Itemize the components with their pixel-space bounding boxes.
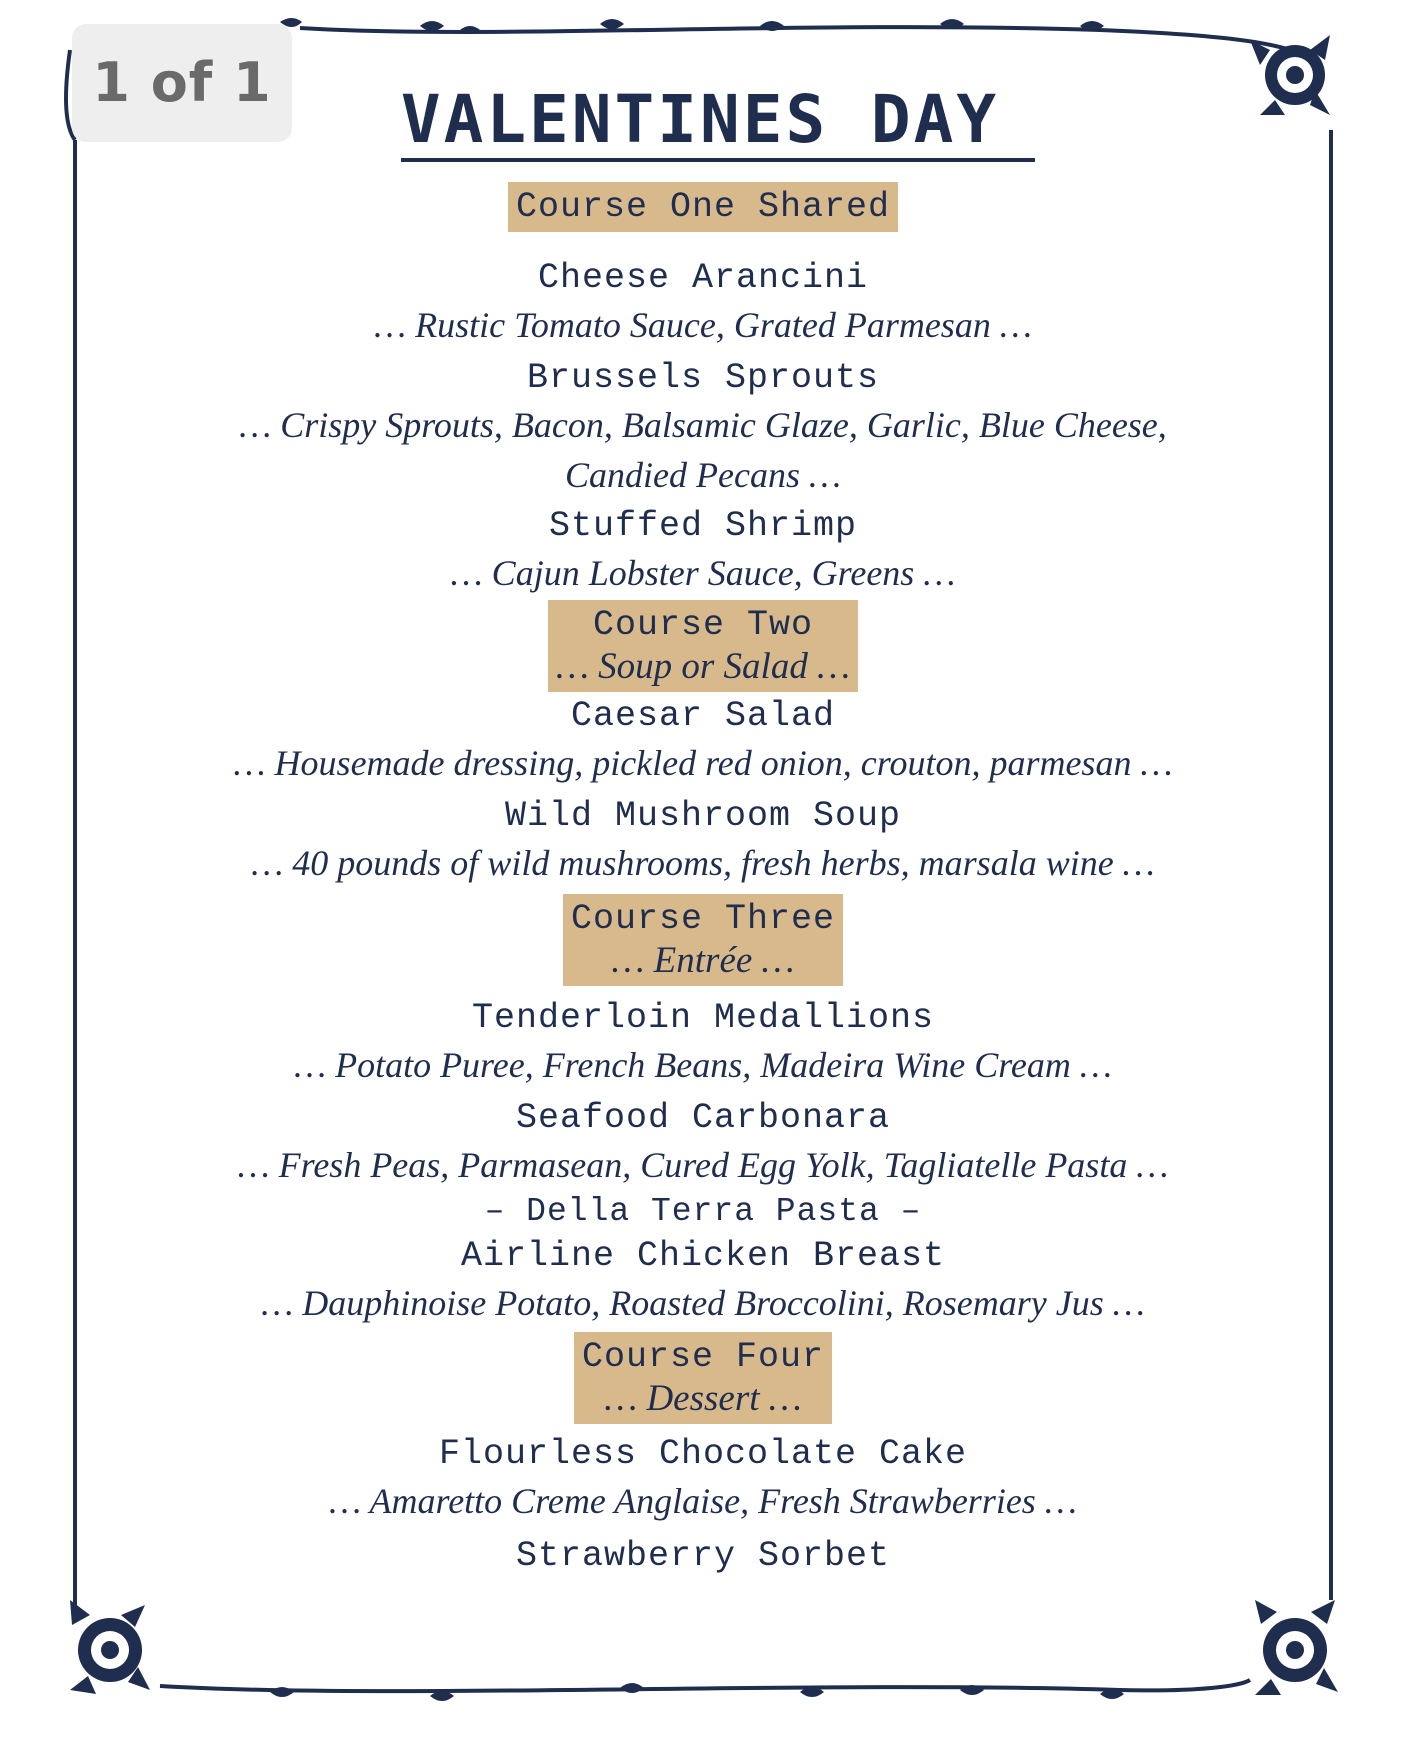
menu-item-name: Strawberry Sorbet <box>515 1536 891 1576</box>
menu-item-name: Tenderloin Medallions <box>471 998 935 1038</box>
menu-item-description: … 40 pounds of wild mushrooms, fresh herbs, marsala wine … <box>251 843 1155 883</box>
menu-item-description: … Rustic Tomato Sauce, Grated Parmesan … <box>374 305 1032 345</box>
page-counter: 1 of 1 <box>72 24 292 142</box>
menu-item-description: … Crispy Sprouts, Bacon, Balsamic Glaze, Garlic, Blue Cheese, <box>239 405 1167 445</box>
course-title: Course One Shared <box>515 187 891 227</box>
rose-corner-icon <box>70 1600 150 1694</box>
rose-corner-icon <box>1250 35 1330 115</box>
menu-title: VALENTINES DAY <box>401 82 1035 162</box>
menu-item-description: … Potato Puree, French Beans, Madeira Wine Cream … <box>294 1045 1112 1085</box>
menu-item-description: … Cajun Lobster Sauce, Greens … <box>450 553 956 593</box>
course-heading <box>508 182 898 232</box>
course-heading <box>563 894 843 986</box>
menu-item-name: Seafood Carbonara <box>515 1098 891 1138</box>
menu-content <box>150 80 1256 1578</box>
menu-item-description: … Dauphinoise Potato, Roasted Broccolini, Rosemary Jus … <box>261 1283 1145 1323</box>
course-heading <box>548 600 858 692</box>
course-title: Course Four <box>581 1337 825 1377</box>
menu-item-name: Airline Chicken Breast <box>460 1236 946 1276</box>
menu-item-name: Flourless Chocolate Cake <box>438 1434 968 1474</box>
course-heading <box>574 1332 832 1424</box>
rose-corner-icon <box>1255 1600 1338 1695</box>
course-title: Course Three <box>570 899 836 939</box>
menu-item-name: Wild Mushroom Soup <box>504 796 902 836</box>
menu-item-description: … Fresh Peas, Parmasean, Cured Egg Yolk, Tagliatelle Pasta … <box>237 1145 1169 1185</box>
menu-item-note: – Della Terra Pasta – <box>484 1193 922 1230</box>
menu-item-description: … Amaretto Creme Anglaise, Fresh Strawberries … <box>329 1481 1077 1521</box>
course-subtitle: … Soup or Salad … <box>556 646 850 687</box>
menu-item-description: … Housemade dressing, pickled red onion, crouton, parmesan … <box>233 743 1173 783</box>
menu-item-name: Stuffed Shrimp <box>548 506 858 546</box>
menu-item-description: Candied Pecans … <box>565 455 841 495</box>
menu-item-name: Cheese Arancini <box>537 258 869 298</box>
menu-item-name: Caesar Salad <box>570 696 836 736</box>
course-title: Course Two <box>592 605 814 645</box>
course-subtitle: … Entrée … <box>611 940 795 981</box>
menu-item-name: Brussels Sprouts <box>526 358 880 398</box>
course-subtitle: … Dessert … <box>604 1378 802 1419</box>
